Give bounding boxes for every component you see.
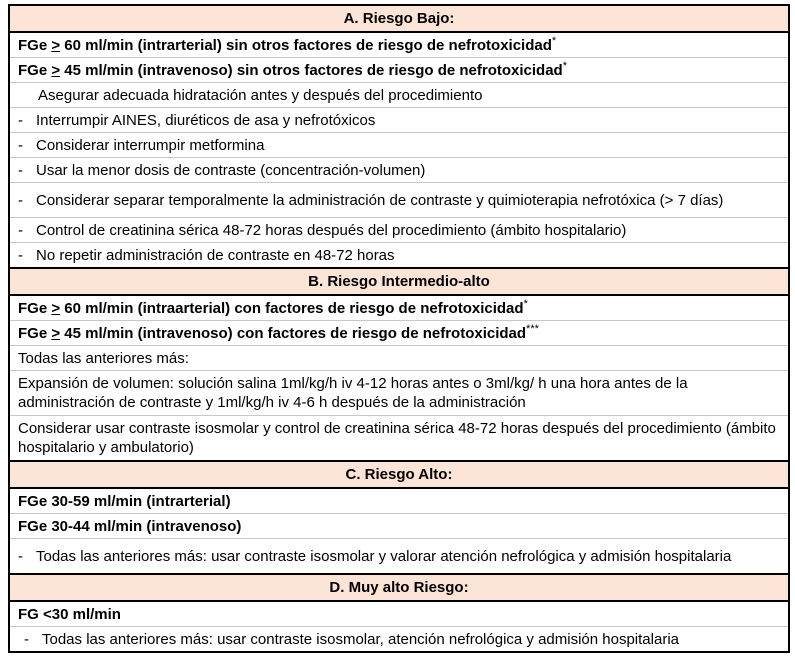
list-item: - Usar la menor dosis de contraste (concentración-volumen) [9, 158, 789, 183]
list-item: - Todas las anteriores más: usar contraste isosmolar y valorar atención nefrológica y admisión hospitalaria [9, 539, 789, 575]
section-header-a: A. Riesgo Bajo: [9, 5, 789, 32]
criterion-row: FGe > 45 ml/min (intravenoso) con factores de riesgo de nefrotoxicidad*** [9, 321, 789, 346]
list-item: - Control de creatinina sérica 48-72 horas después del procedimiento (ámbito hospitalario) [9, 218, 789, 243]
section-header-b: B. Riesgo Intermedio-alto [9, 268, 789, 295]
list-item: - Considerar separar temporalmente la administración de contraste y quimioterapia nefrotóxica (> 7 días) [9, 183, 789, 218]
list-item: - Interrumpir AINES, diuréticos de asa y nefrotóxicos [9, 108, 789, 133]
criterion-row: FGe 30-44 ml/min (intravenoso) [9, 514, 789, 539]
criterion-row: FGe > 60 ml/min (intraarterial) con factores de riesgo de nefrotoxicidad* [9, 295, 789, 321]
criterion-row: FGe 30-59 ml/min (intrarterial) [9, 488, 789, 514]
list-item: - No repetir administración de contraste en 48-72 horas [9, 243, 789, 269]
list-item: Todas las anteriores más: [9, 346, 789, 371]
section-header-c: C. Riesgo Alto: [9, 461, 789, 488]
list-item: Expansión de volumen: solución salina 1ml/kg/h iv 4-12 horas antes o 3ml/kg/ h una hora antes de la administración de contraste y 1ml/kg/h iv 4-6 h después de la administración [9, 371, 789, 416]
criterion-row: FG <30 ml/min [9, 601, 789, 627]
section-header-d: D. Muy alto Riesgo: [9, 574, 789, 601]
criterion-row: FGe > 60 ml/min (intrarterial) sin otros factores de riesgo de nefrotoxicidad* [9, 32, 789, 58]
contrast-nephropathy-risk-table [8, 4, 790, 653]
criterion-row: FGe > 45 ml/min (intravenoso) sin otros factores de riesgo de nefrotoxicidad* [9, 58, 789, 83]
list-item: - Todas las anteriores más: usar contraste isosmolar, atención nefrológica y admisión hospitalaria [9, 627, 789, 653]
intro-row: Asegurar adecuada hidratación antes y después del procedimiento [9, 83, 789, 108]
list-item: - Considerar interrumpir metformina [9, 133, 789, 158]
list-item: Considerar usar contraste isosmolar y control de creatinina sérica 48-72 horas después del procedimiento (ámbito hospitalario y ambulatorio) [9, 416, 789, 462]
